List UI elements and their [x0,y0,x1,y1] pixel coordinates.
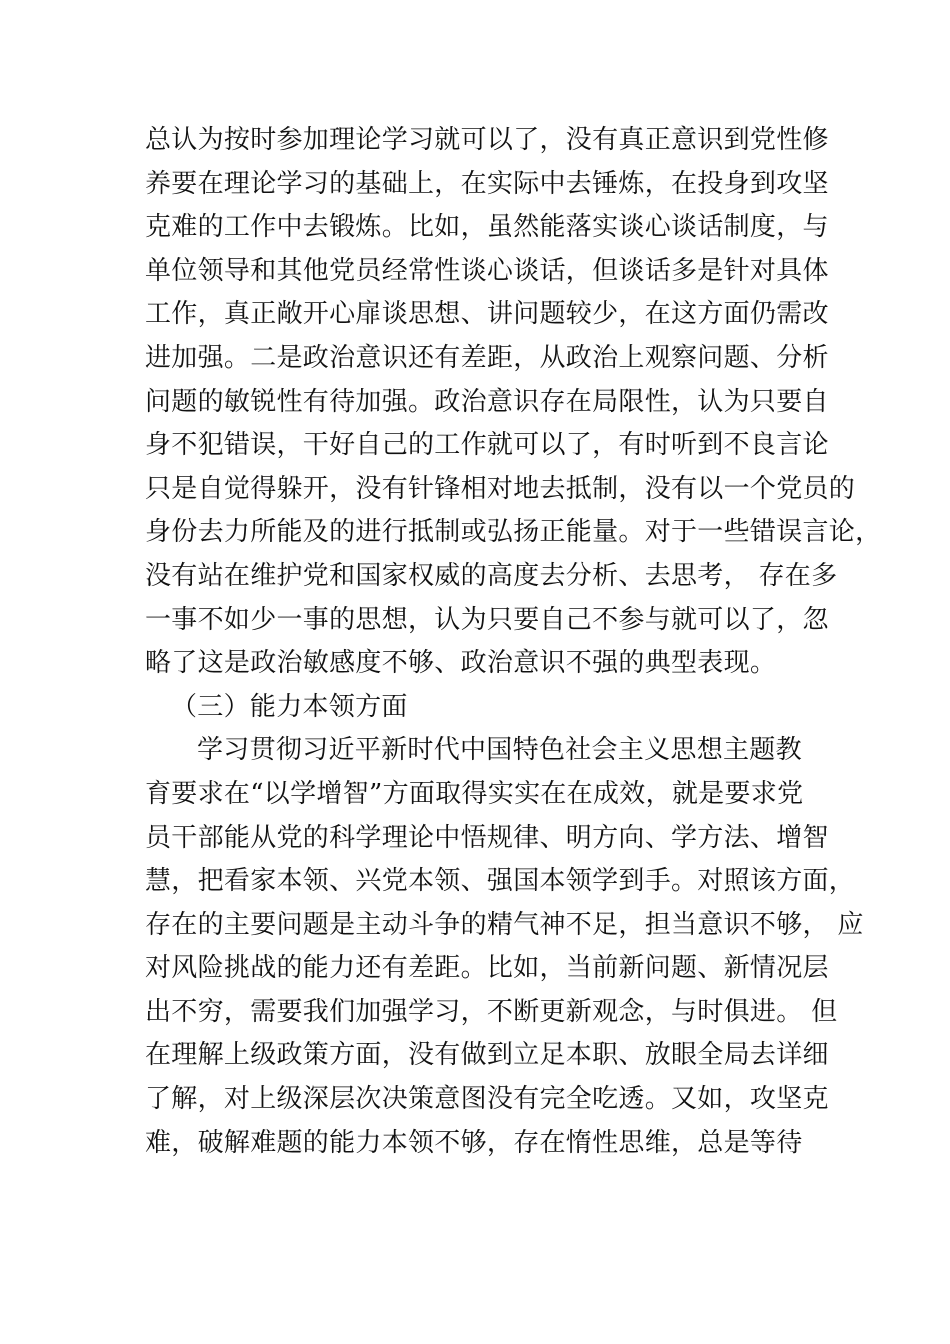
text-line: 难，破解难题的能力本领不够，存在惰性思维，总是等待 [145,1127,803,1158]
text-line: 了解，对上级深层次决策意图没有完全吃透。又如，攻坚克 [145,1084,829,1115]
text-line: 克难的工作中去锻炼。比如，虽然能落实谈心谈话制度，与 [145,212,829,243]
text-line: 对风险挑战的能力还有差距。比如，当前新问题、新情况层 [145,953,829,984]
text-line: 单位领导和其他党员经常性谈心谈话，但谈话多是针对具体 [145,255,829,286]
text-line: 员干部能从党的科学理论中悟规律、明方向、学方法、增智 [145,822,829,853]
text-line: 一事不如少一事的思想，认为只要自己不参与就可以了，忽 [145,604,829,635]
text-line: 育要求在“以学增智”方面取得实实在在成效，就是要求党 [145,778,804,809]
text-line: 只是自觉得躲开，没有针锋相对地去抵制，没有以一个党员的 [145,473,856,504]
text-line: 身不犯错误，干好自己的工作就可以了，有时听到不良言论 [145,430,829,461]
body-text [145,119,882,1165]
text-line: 出不穷，需要我们加强学习，不断更新观念，与时俱进。 但 [145,996,838,1027]
text-line: 身份去力所能及的进行抵制或弘扬正能量。对于一些错误言论， [145,517,882,548]
text-line: 进加强。二是政治意识还有差距，从政治上观察问题、分析 [145,342,829,373]
text-line: 学习贯彻习近平新时代中国特色社会主义思想主题教 [197,735,802,766]
text-line: 慧，把看家本领、兴党本领、强国本领学到手。对照该方面， [145,866,856,897]
text-line: 存在的主要问题是主动斗争的精气神不足，担当意识不够， 应 [145,909,864,940]
text-line: 略了这是政治敏感度不够、政治意识不强的典型表现。 [145,648,777,679]
section-heading: （三）能力本领方面 [171,691,408,722]
text-line: 工作，真正敞开心扉谈思想、讲问题较少，在这方面仍需改 [145,299,829,330]
text-line: 养要在理论学习的基础上，在实际中去锤炼，在投身到攻坚 [145,168,829,199]
text-line: 总认为按时参加理论学习就可以了，没有真正意识到党性修 [145,125,829,155]
text-line: 问题的敏锐性有待加强。政治意识存在局限性，认为只要自 [145,386,829,417]
text-line: 在理解上级政策方面，没有做到立足本职、放眼全局去详细 [145,1040,829,1071]
text-line: 没有站在维护党和国家权威的高度去分析、去思考， 存在多 [145,560,838,591]
